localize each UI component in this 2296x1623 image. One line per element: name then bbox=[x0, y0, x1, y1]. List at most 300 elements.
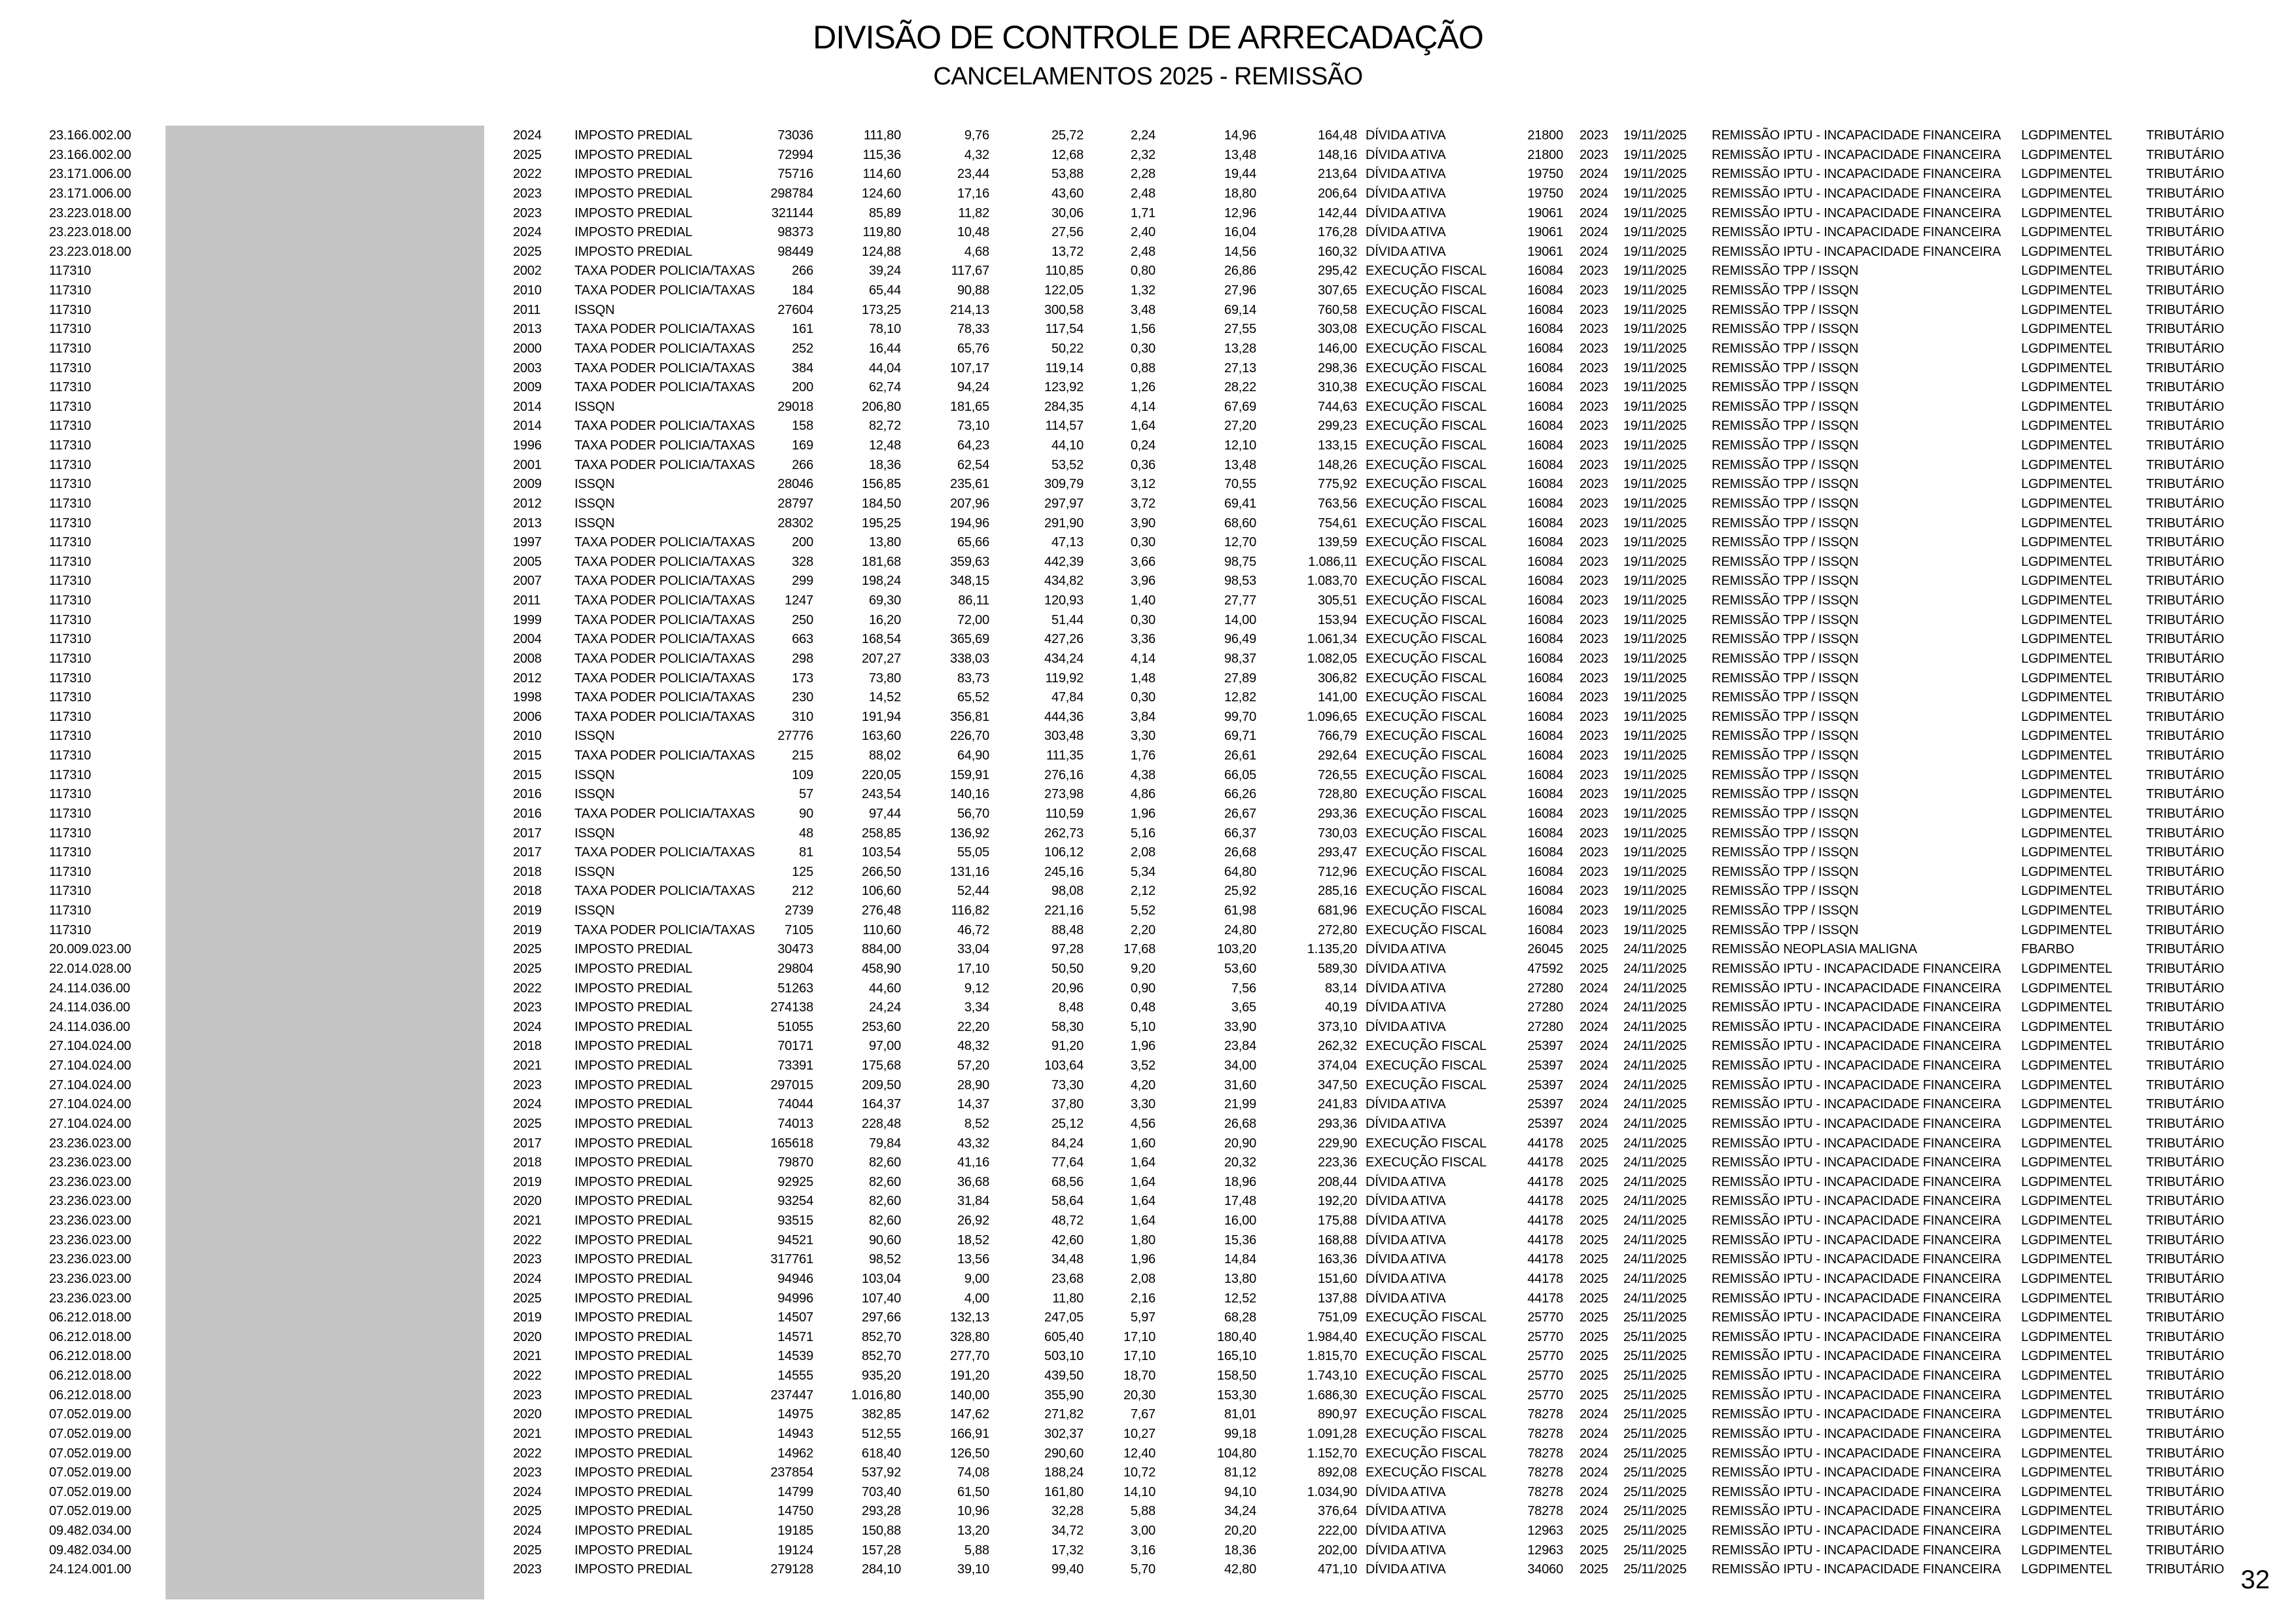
cell-process-year: 2024 bbox=[1580, 1116, 1608, 1131]
cell-year: 2024 bbox=[513, 1484, 542, 1499]
cell-value-4: 0,48 bbox=[1130, 1000, 1156, 1015]
cell-code: 23.166.002.00 bbox=[49, 147, 132, 162]
cell-process-year: 2023 bbox=[1580, 729, 1608, 744]
cell-value-2: 36,68 bbox=[957, 1174, 989, 1189]
cell-registration: 125 bbox=[792, 864, 813, 879]
cell-code: 117310 bbox=[49, 341, 92, 356]
cell-value-5: 68,28 bbox=[1224, 1310, 1256, 1325]
cell-sector: TRIBUTÁRIO bbox=[2146, 535, 2225, 550]
table-row bbox=[0, 611, 2296, 631]
cell-value-5: 42,80 bbox=[1224, 1562, 1256, 1577]
cell-tax-type: IMPOSTO PREDIAL bbox=[574, 205, 693, 220]
cell-tax-type: IMPOSTO PREDIAL bbox=[574, 1465, 693, 1480]
cell-date: 24/11/2025 bbox=[1623, 1097, 1687, 1112]
cell-stage: EXECUÇÃO FISCAL bbox=[1366, 787, 1487, 802]
cell-value-5: 16,00 bbox=[1224, 1213, 1256, 1228]
table-row bbox=[0, 1270, 2296, 1289]
cell-tax-type: IMPOSTO PREDIAL bbox=[574, 244, 693, 259]
cell-value-2: 52,44 bbox=[957, 884, 989, 899]
cell-date: 24/11/2025 bbox=[1623, 961, 1687, 976]
cell-sector: TRIBUTÁRIO bbox=[2146, 1155, 2225, 1170]
cell-value-5: 20,32 bbox=[1224, 1155, 1256, 1170]
cell-value-3: 48,72 bbox=[1051, 1213, 1084, 1228]
cell-process-year: 2025 bbox=[1580, 1310, 1608, 1325]
cell-year: 2025 bbox=[513, 1504, 542, 1519]
cell-value-5: 21,99 bbox=[1224, 1097, 1256, 1112]
cell-value-4: 4,56 bbox=[1130, 1116, 1156, 1131]
cell-user: LGDPIMENTEL bbox=[2021, 1562, 2112, 1577]
cell-tax-type: TAXA PODER POLICIA/TAXAS bbox=[574, 690, 755, 705]
cell-total: 890,97 bbox=[1318, 1407, 1357, 1422]
table-row bbox=[0, 1522, 2296, 1541]
cell-year: 2022 bbox=[513, 1232, 542, 1248]
cell-stage: EXECUÇÃO FISCAL bbox=[1366, 864, 1487, 879]
cell-total: 206,64 bbox=[1318, 186, 1357, 201]
cell-stage: DÍVIDA ATIVA bbox=[1366, 1194, 1446, 1209]
cell-code: 117310 bbox=[49, 632, 92, 647]
cell-process-year: 2023 bbox=[1580, 438, 1608, 453]
cell-reason: REMISSÃO IPTU - INCAPACIDADE FINANCEIRA bbox=[1712, 128, 2001, 143]
cell-user: LGDPIMENTEL bbox=[2021, 341, 2112, 356]
cell-code: 06.212.018.00 bbox=[49, 1369, 132, 1383]
cell-registration: 328 bbox=[792, 554, 813, 569]
cell-sector: TRIBUTÁRIO bbox=[2146, 1310, 2225, 1325]
cell-total: 1.815,70 bbox=[1307, 1349, 1357, 1364]
cell-process: 25770 bbox=[1527, 1387, 1563, 1403]
cell-process-year: 2025 bbox=[1580, 1174, 1608, 1189]
cell-date: 25/11/2025 bbox=[1623, 1484, 1687, 1499]
cell-total: 153,94 bbox=[1318, 612, 1357, 627]
table-row bbox=[0, 398, 2296, 417]
cell-value-1: 107,40 bbox=[862, 1291, 901, 1306]
cell-total: 139,59 bbox=[1318, 535, 1357, 550]
cell-code: 07.052.019.00 bbox=[49, 1426, 132, 1441]
cell-user: LGDPIMENTEL bbox=[2021, 535, 2112, 550]
cell-value-4: 18,70 bbox=[1123, 1369, 1156, 1383]
table-row bbox=[0, 998, 2296, 1018]
cell-date: 19/11/2025 bbox=[1623, 302, 1687, 317]
cell-value-3: 247,05 bbox=[1044, 1310, 1084, 1325]
cell-value-5: 69,41 bbox=[1224, 496, 1256, 511]
cell-sector: TRIBUTÁRIO bbox=[2146, 1426, 2225, 1441]
cell-year: 2024 bbox=[513, 128, 542, 143]
table-row bbox=[0, 572, 2296, 591]
cell-year: 2015 bbox=[513, 748, 542, 763]
cell-registration: 200 bbox=[792, 380, 813, 395]
cell-value-4: 1,96 bbox=[1130, 1252, 1156, 1267]
cell-reason: REMISSÃO TPP / ISSQN bbox=[1712, 593, 1859, 608]
cell-value-5: 158,50 bbox=[1217, 1369, 1256, 1383]
cell-code: 117310 bbox=[49, 806, 92, 821]
cell-user: LGDPIMENTEL bbox=[2021, 419, 2112, 434]
cell-user: LGDPIMENTEL bbox=[2021, 1000, 2112, 1015]
cell-tax-type: IMPOSTO PREDIAL bbox=[574, 1504, 693, 1519]
cell-tax-type: IMPOSTO PREDIAL bbox=[574, 1329, 693, 1344]
cell-registration: 28302 bbox=[777, 515, 813, 531]
cell-tax-type: TAXA PODER POLICIA/TAXAS bbox=[574, 535, 755, 550]
cell-date: 24/11/2025 bbox=[1623, 1232, 1687, 1248]
cell-process-year: 2024 bbox=[1580, 1484, 1608, 1499]
cell-user: LGDPIMENTEL bbox=[2021, 225, 2112, 240]
cell-tax-type: TAXA PODER POLICIA/TAXAS bbox=[574, 322, 755, 337]
cell-year: 2019 bbox=[513, 922, 542, 937]
cell-total: 1.086,11 bbox=[1308, 554, 1357, 569]
cell-value-2: 13,20 bbox=[957, 1524, 989, 1538]
table-row bbox=[0, 785, 2296, 805]
cell-date: 19/11/2025 bbox=[1623, 380, 1687, 395]
cell-code: 117310 bbox=[49, 399, 92, 414]
table-row bbox=[0, 766, 2296, 786]
cell-tax-type: IMPOSTO PREDIAL bbox=[574, 1252, 693, 1267]
cell-user: LGDPIMENTEL bbox=[2021, 128, 2112, 143]
cell-user: LGDPIMENTEL bbox=[2021, 1543, 2112, 1558]
cell-registration: 57 bbox=[799, 787, 813, 802]
cell-sector: TRIBUTÁRIO bbox=[2146, 612, 2225, 627]
cell-value-3: 221,16 bbox=[1044, 903, 1084, 918]
cell-value-4: 5,52 bbox=[1130, 903, 1156, 918]
cell-value-3: 434,82 bbox=[1044, 574, 1084, 589]
cell-registration: 73036 bbox=[777, 128, 813, 143]
cell-year: 2015 bbox=[513, 767, 542, 782]
cell-value-2: 73,10 bbox=[957, 419, 989, 434]
cell-user: LGDPIMENTEL bbox=[2021, 1019, 2112, 1034]
cell-total: 1.082,05 bbox=[1307, 651, 1357, 666]
cell-year: 2022 bbox=[513, 167, 542, 182]
cell-code: 27.104.024.00 bbox=[49, 1116, 132, 1131]
cell-process: 16084 bbox=[1527, 903, 1563, 918]
cell-value-1: 181,68 bbox=[862, 554, 901, 569]
cell-registration: 29804 bbox=[777, 961, 813, 976]
cell-sector: TRIBUTÁRIO bbox=[2146, 922, 2225, 937]
cell-value-5: 14,96 bbox=[1224, 128, 1256, 143]
cell-code: 06.212.018.00 bbox=[49, 1329, 132, 1344]
cell-reason: REMISSÃO IPTU - INCAPACIDADE FINANCEIRA bbox=[1712, 1000, 2001, 1015]
cell-sector: TRIBUTÁRIO bbox=[2146, 302, 2225, 317]
cell-value-3: 13,72 bbox=[1051, 244, 1084, 259]
cell-reason: REMISSÃO IPTU - INCAPACIDADE FINANCEIRA bbox=[1712, 1426, 2001, 1441]
cell-value-2: 328,80 bbox=[950, 1329, 989, 1344]
cell-value-5: 27,20 bbox=[1224, 419, 1256, 434]
cell-value-5: 7,56 bbox=[1231, 981, 1256, 996]
cell-registration: 70171 bbox=[777, 1039, 813, 1054]
cell-sector: TRIBUTÁRIO bbox=[2146, 225, 2225, 240]
cell-tax-type: ISSQN bbox=[574, 477, 615, 492]
cell-tax-type: IMPOSTO PREDIAL bbox=[574, 1116, 693, 1131]
cell-value-5: 13,48 bbox=[1224, 147, 1256, 162]
cell-code: 117310 bbox=[49, 515, 92, 531]
cell-sector: TRIBUTÁRIO bbox=[2146, 787, 2225, 802]
cell-registration: 93515 bbox=[777, 1213, 813, 1228]
cell-stage: DÍVIDA ATIVA bbox=[1366, 1291, 1446, 1306]
cell-sector: TRIBUTÁRIO bbox=[2146, 360, 2225, 375]
cell-value-2: 23,44 bbox=[957, 167, 989, 182]
cell-code: 06.212.018.00 bbox=[49, 1310, 132, 1325]
cell-stage: DÍVIDA ATIVA bbox=[1366, 128, 1446, 143]
cell-value-2: 126,50 bbox=[950, 1446, 989, 1461]
cell-value-2: 140,00 bbox=[950, 1387, 989, 1403]
cell-process-year: 2024 bbox=[1580, 225, 1608, 240]
cell-value-4: 1,80 bbox=[1130, 1232, 1156, 1248]
cell-value-4: 10,72 bbox=[1123, 1465, 1156, 1480]
cell-value-5: 33,90 bbox=[1224, 1019, 1256, 1034]
cell-total: 213,64 bbox=[1318, 167, 1357, 182]
cell-date: 19/11/2025 bbox=[1623, 767, 1687, 782]
cell-sector: TRIBUTÁRIO bbox=[2146, 981, 2225, 996]
cell-stage: EXECUÇÃO FISCAL bbox=[1366, 360, 1487, 375]
cell-value-2: 41,16 bbox=[957, 1155, 989, 1170]
cell-value-3: 25,72 bbox=[1051, 128, 1084, 143]
cell-value-2: 83,73 bbox=[957, 671, 989, 686]
cell-process-year: 2023 bbox=[1580, 903, 1608, 918]
cell-stage: EXECUÇÃO FISCAL bbox=[1366, 283, 1487, 298]
cell-year: 2011 bbox=[513, 302, 541, 317]
cell-year: 2023 bbox=[513, 205, 542, 220]
cell-value-2: 348,15 bbox=[950, 574, 989, 589]
cell-total: 373,10 bbox=[1318, 1019, 1357, 1034]
cell-stage: EXECUÇÃO FISCAL bbox=[1366, 690, 1487, 705]
cell-total: 223,36 bbox=[1318, 1155, 1357, 1170]
cell-sector: TRIBUTÁRIO bbox=[2146, 244, 2225, 259]
table-row bbox=[0, 843, 2296, 863]
cell-date: 19/11/2025 bbox=[1623, 341, 1687, 356]
cell-date: 24/11/2025 bbox=[1623, 981, 1687, 996]
cell-date: 25/11/2025 bbox=[1623, 1543, 1687, 1558]
cell-user: LGDPIMENTEL bbox=[2021, 264, 2112, 279]
cell-code: 24.124.001.00 bbox=[49, 1562, 132, 1577]
cell-code: 117310 bbox=[49, 671, 92, 686]
cell-value-2: 159,91 bbox=[950, 767, 989, 782]
cell-user: LGDPIMENTEL bbox=[2021, 651, 2112, 666]
cell-process: 16084 bbox=[1527, 632, 1563, 647]
cell-total: 40,19 bbox=[1324, 1000, 1357, 1015]
cell-process: 16084 bbox=[1527, 922, 1563, 937]
cell-stage: EXECUÇÃO FISCAL bbox=[1366, 341, 1487, 356]
cell-stage: EXECUÇÃO FISCAL bbox=[1366, 477, 1487, 492]
cell-tax-type: TAXA PODER POLICIA/TAXAS bbox=[574, 457, 755, 472]
cell-year: 2018 bbox=[513, 864, 542, 879]
table-row bbox=[0, 1347, 2296, 1367]
cell-registration: 14962 bbox=[777, 1446, 813, 1461]
cell-process: 27280 bbox=[1527, 981, 1563, 996]
cell-value-1: 82,60 bbox=[868, 1155, 901, 1170]
cell-value-1: 852,70 bbox=[862, 1349, 901, 1364]
cell-value-4: 7,67 bbox=[1130, 1407, 1156, 1422]
table-row bbox=[0, 417, 2296, 436]
cell-registration: 317761 bbox=[770, 1252, 813, 1267]
cell-registration: 74013 bbox=[777, 1116, 813, 1131]
cell-year: 1996 bbox=[513, 438, 542, 453]
cell-stage: EXECUÇÃO FISCAL bbox=[1366, 884, 1487, 899]
cell-process-year: 2024 bbox=[1580, 1465, 1608, 1480]
cell-year: 2009 bbox=[513, 477, 542, 492]
cell-total: 728,80 bbox=[1318, 787, 1357, 802]
cell-tax-type: ISSQN bbox=[574, 496, 615, 511]
cell-value-5: 69,71 bbox=[1224, 729, 1256, 744]
cell-value-1: 157,28 bbox=[862, 1543, 901, 1558]
cell-user: LGDPIMENTEL bbox=[2021, 864, 2112, 879]
cell-tax-type: TAXA PODER POLICIA/TAXAS bbox=[574, 283, 755, 298]
cell-total: 192,20 bbox=[1318, 1194, 1357, 1209]
cell-value-3: 427,26 bbox=[1044, 632, 1084, 647]
cell-sector: TRIBUTÁRIO bbox=[2146, 1484, 2225, 1499]
cell-reason: REMISSÃO IPTU - INCAPACIDADE FINANCEIRA bbox=[1712, 1291, 2001, 1306]
cell-value-5: 28,22 bbox=[1224, 380, 1256, 395]
cell-process: 19750 bbox=[1527, 186, 1563, 201]
table-row bbox=[0, 281, 2296, 301]
cell-reason: REMISSÃO IPTU - INCAPACIDADE FINANCEIRA bbox=[1712, 1271, 2001, 1286]
cell-process-year: 2023 bbox=[1580, 496, 1608, 511]
table-row bbox=[0, 1018, 2296, 1038]
cell-process: 16084 bbox=[1527, 283, 1563, 298]
table-row bbox=[0, 378, 2296, 398]
cell-year: 2025 bbox=[513, 244, 542, 259]
cell-stage: DÍVIDA ATIVA bbox=[1366, 1562, 1446, 1577]
cell-total: 303,08 bbox=[1318, 322, 1357, 337]
cell-code: 07.052.019.00 bbox=[49, 1407, 132, 1422]
cell-tax-type: ISSQN bbox=[574, 515, 615, 531]
cell-code: 09.482.034.00 bbox=[49, 1543, 132, 1558]
cell-value-4: 5,16 bbox=[1130, 826, 1156, 841]
cell-process-year: 2025 bbox=[1580, 1136, 1608, 1151]
cell-total: 142,44 bbox=[1318, 205, 1357, 220]
cell-value-5: 18,36 bbox=[1224, 1543, 1256, 1558]
cell-value-1: 110,60 bbox=[862, 922, 901, 937]
cell-date: 19/11/2025 bbox=[1623, 205, 1687, 220]
cell-registration: 14799 bbox=[777, 1484, 813, 1499]
cell-sector: TRIBUTÁRIO bbox=[2146, 651, 2225, 666]
cell-tax-type: ISSQN bbox=[574, 399, 615, 414]
cell-date: 19/11/2025 bbox=[1623, 671, 1687, 686]
cell-sector: TRIBUTÁRIO bbox=[2146, 1252, 2225, 1267]
cell-value-5: 15,36 bbox=[1224, 1232, 1256, 1248]
cell-value-2: 17,16 bbox=[957, 186, 989, 201]
cell-code: 22.014.028.00 bbox=[49, 961, 132, 976]
cell-sector: TRIBUTÁRIO bbox=[2146, 205, 2225, 220]
cell-year: 2024 bbox=[513, 1019, 542, 1034]
cell-year: 2025 bbox=[513, 1291, 542, 1306]
cell-sector: TRIBUTÁRIO bbox=[2146, 845, 2225, 860]
table-row bbox=[0, 204, 2296, 224]
table-row bbox=[0, 650, 2296, 669]
cell-process: 16084 bbox=[1527, 884, 1563, 899]
cell-reason: REMISSÃO IPTU - INCAPACIDADE FINANCEIRA bbox=[1712, 1562, 2001, 1577]
cell-process-year: 2023 bbox=[1580, 709, 1608, 724]
cell-sector: TRIBUTÁRIO bbox=[2146, 167, 2225, 182]
cell-value-1: 44,60 bbox=[868, 981, 901, 996]
cell-value-1: 220,05 bbox=[862, 767, 901, 782]
cell-value-2: 48,32 bbox=[957, 1039, 989, 1054]
cell-stage: EXECUÇÃO FISCAL bbox=[1366, 767, 1487, 782]
cell-stage: EXECUÇÃO FISCAL bbox=[1366, 515, 1487, 531]
cell-value-1: 124,60 bbox=[862, 186, 901, 201]
cell-value-3: 309,79 bbox=[1044, 477, 1084, 492]
cell-date: 19/11/2025 bbox=[1623, 787, 1687, 802]
cell-sector: TRIBUTÁRIO bbox=[2146, 419, 2225, 434]
cell-registration: 215 bbox=[792, 748, 813, 763]
cell-tax-type: TAXA PODER POLICIA/TAXAS bbox=[574, 922, 755, 937]
cell-year: 2024 bbox=[513, 1271, 542, 1286]
cell-stage: EXECUÇÃO FISCAL bbox=[1366, 1039, 1487, 1054]
cell-value-1: 65,44 bbox=[868, 283, 901, 298]
cell-process-year: 2024 bbox=[1580, 244, 1608, 259]
cell-stage: EXECUÇÃO FISCAL bbox=[1366, 1446, 1487, 1461]
cell-date: 19/11/2025 bbox=[1623, 496, 1687, 511]
cell-process: 44178 bbox=[1527, 1155, 1563, 1170]
cell-reason: REMISSÃO TPP / ISSQN bbox=[1712, 322, 1859, 337]
cell-date: 19/11/2025 bbox=[1623, 574, 1687, 589]
cell-user: LGDPIMENTEL bbox=[2021, 767, 2112, 782]
cell-date: 24/11/2025 bbox=[1623, 1291, 1687, 1306]
cell-user: LGDPIMENTEL bbox=[2021, 574, 2112, 589]
cell-reason: REMISSÃO IPTU - INCAPACIDADE FINANCEIRA bbox=[1712, 1349, 2001, 1364]
cell-process: 16084 bbox=[1527, 302, 1563, 317]
cell-value-3: 120,93 bbox=[1044, 593, 1084, 608]
cell-value-2: 65,76 bbox=[957, 341, 989, 356]
cell-total: 148,26 bbox=[1318, 457, 1357, 472]
cell-value-4: 1,71 bbox=[1130, 205, 1156, 220]
cell-sector: TRIBUTÁRIO bbox=[2146, 399, 2225, 414]
cell-user: LGDPIMENTEL bbox=[2021, 302, 2112, 317]
cell-year: 2025 bbox=[513, 147, 542, 162]
cell-sector: TRIBUTÁRIO bbox=[2146, 806, 2225, 821]
cell-value-5: 70,55 bbox=[1224, 477, 1256, 492]
cell-year: 2008 bbox=[513, 651, 542, 666]
cell-process-year: 2023 bbox=[1580, 826, 1608, 841]
table-row bbox=[0, 1212, 2296, 1231]
cell-year: 2021 bbox=[513, 1426, 542, 1441]
cell-value-1: 97,44 bbox=[868, 806, 901, 821]
cell-sector: TRIBUTÁRIO bbox=[2146, 1136, 2225, 1151]
cell-value-5: 66,26 bbox=[1224, 787, 1256, 802]
cell-process-year: 2024 bbox=[1580, 1504, 1608, 1519]
cell-value-3: 53,52 bbox=[1051, 457, 1084, 472]
cell-registration: 184 bbox=[792, 283, 813, 298]
cell-value-2: 3,34 bbox=[964, 1000, 989, 1015]
cell-year: 2010 bbox=[513, 729, 542, 744]
cell-year: 2018 bbox=[513, 884, 542, 899]
cell-value-4: 1,60 bbox=[1130, 1136, 1156, 1151]
cell-total: 374,04 bbox=[1318, 1058, 1357, 1073]
cell-total: 376,64 bbox=[1318, 1504, 1357, 1519]
cell-process-year: 2023 bbox=[1580, 535, 1608, 550]
cell-value-5: 94,10 bbox=[1224, 1484, 1256, 1499]
cell-year: 2024 bbox=[513, 1524, 542, 1538]
cell-value-4: 2,32 bbox=[1130, 147, 1156, 162]
cell-sector: TRIBUTÁRIO bbox=[2146, 1000, 2225, 1015]
cell-value-2: 13,56 bbox=[957, 1252, 989, 1267]
cell-stage: DÍVIDA ATIVA bbox=[1366, 186, 1446, 201]
cell-stage: EXECUÇÃO FISCAL bbox=[1366, 1426, 1487, 1441]
cell-stage: EXECUÇÃO FISCAL bbox=[1366, 496, 1487, 511]
cell-total: 310,38 bbox=[1318, 380, 1357, 395]
cell-process-year: 2025 bbox=[1580, 1155, 1608, 1170]
cell-value-2: 62,54 bbox=[957, 457, 989, 472]
cell-year: 2023 bbox=[513, 1562, 542, 1577]
cell-year: 2006 bbox=[513, 709, 542, 724]
cell-value-4: 1,64 bbox=[1130, 1194, 1156, 1209]
cell-code: 07.052.019.00 bbox=[49, 1484, 132, 1499]
cell-value-2: 9,76 bbox=[964, 128, 989, 143]
cell-tax-type: IMPOSTO PREDIAL bbox=[574, 1077, 693, 1092]
cell-user: LGDPIMENTEL bbox=[2021, 1252, 2112, 1267]
cell-date: 24/11/2025 bbox=[1623, 1116, 1687, 1131]
cell-value-1: 79,84 bbox=[868, 1136, 901, 1151]
cell-reason: REMISSÃO IPTU - INCAPACIDADE FINANCEIRA bbox=[1712, 147, 2001, 162]
cell-code: 117310 bbox=[49, 729, 92, 744]
cell-value-5: 104,80 bbox=[1217, 1446, 1256, 1461]
cell-process-year: 2025 bbox=[1580, 1349, 1608, 1364]
cell-tax-type: IMPOSTO PREDIAL bbox=[574, 1291, 693, 1306]
